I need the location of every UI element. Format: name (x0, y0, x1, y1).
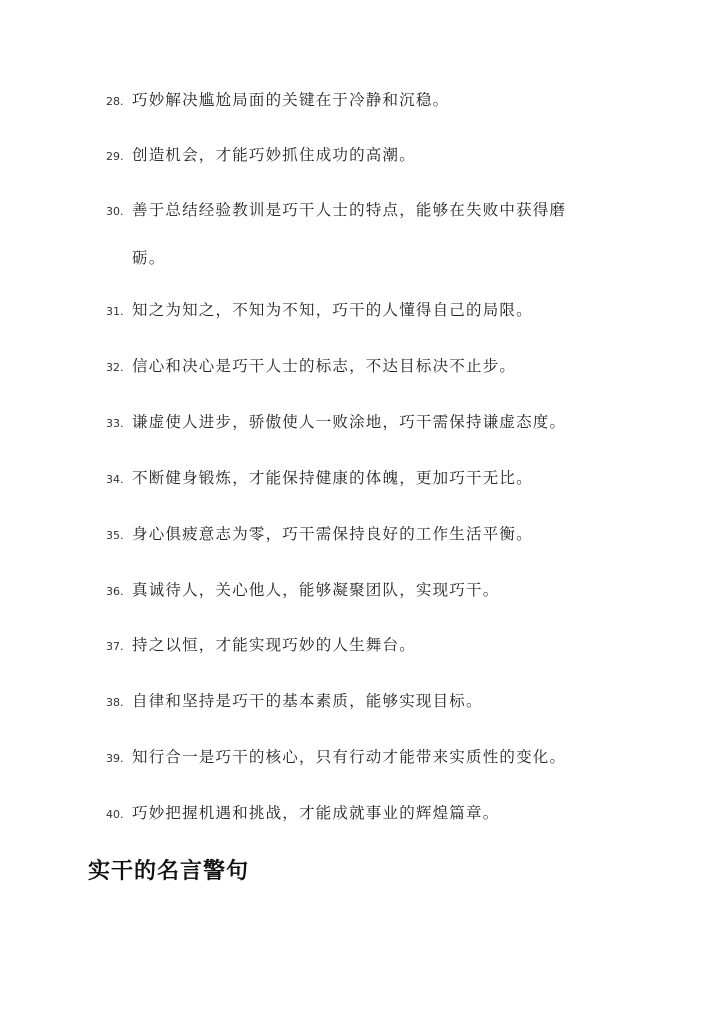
item-text-continuation: 砺。 (132, 249, 166, 267)
list-item (106, 692, 626, 712)
item-text: 知之为知之，不知为不知，巧干的人懂得自己的局限。 (132, 301, 533, 319)
item-text: 巧妙把握机遇和挑战，才能成就事业的辉煌篇章。 (132, 804, 500, 822)
list-item (106, 146, 626, 166)
item-text-wrapper (132, 201, 626, 267)
item-text: 信心和决心是巧干人士的标志，不达目标决不止步。 (132, 357, 517, 375)
list-item (106, 301, 626, 321)
list-item (106, 525, 626, 545)
list-item (106, 581, 626, 601)
item-number: 36. (106, 585, 124, 598)
item-number: 40. (106, 808, 124, 821)
item-text: 巧妙解决尴尬局面的关键在于冷静和沉稳。 (132, 91, 450, 109)
item-number: 37. (106, 640, 124, 653)
item-number: 28. (106, 95, 124, 108)
list-item (106, 804, 626, 824)
item-text: 身心俱疲意志为零，巧干需保持良好的工作生活平衡。 (132, 525, 533, 543)
item-number: 30. (106, 205, 124, 218)
section-heading: 实干的名言警句 (88, 858, 250, 884)
item-number: 32. (106, 361, 124, 374)
item-text: 谦虚使人进步，骄傲使人一败涂地，巧干需保持谦虚态度。 (132, 413, 567, 431)
list-item (106, 413, 626, 433)
list-item (106, 748, 626, 768)
item-number: 31. (106, 305, 124, 318)
item-text: 持之以恒，才能实现巧妙的人生舞台。 (132, 636, 416, 654)
item-number: 29. (106, 150, 124, 163)
list-item (106, 201, 626, 267)
list-item (106, 636, 626, 656)
item-number: 39. (106, 752, 124, 765)
item-number: 38. (106, 696, 124, 709)
item-text: 自律和坚持是巧干的基本素质，能够实现目标。 (132, 692, 483, 710)
item-text: 善于总结经验教训是巧干人士的特点，能够在失败中获得磨 (132, 201, 567, 219)
item-number: 35. (106, 529, 124, 542)
list-item (106, 469, 626, 489)
item-text: 不断健身锻炼，才能保持健康的体魄，更加巧干无比。 (132, 469, 533, 487)
item-number: 34. (106, 473, 124, 486)
list-item (106, 357, 626, 377)
list-item (106, 91, 626, 111)
item-number: 33. (106, 417, 124, 430)
item-text: 创造机会，才能巧妙抓住成功的高潮。 (132, 146, 416, 164)
item-text: 真诚待人，关心他人，能够凝聚团队，实现巧干。 (132, 581, 500, 599)
item-text: 知行合一是巧干的核心，只有行动才能带来实质性的变化。 (132, 748, 567, 766)
